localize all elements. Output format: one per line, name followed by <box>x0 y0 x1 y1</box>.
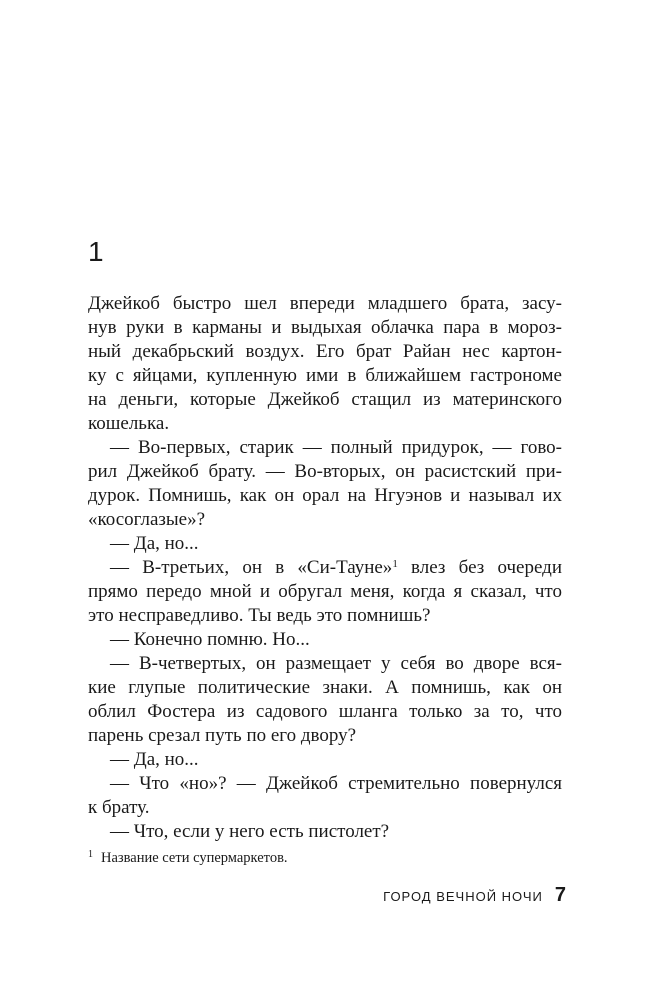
text-line: парень срезал путь по его двору? <box>88 725 357 746</box>
chapter-number: 1 <box>88 236 104 267</box>
dialogue-line: — Во-первых, старик — полный придурок, — гово- <box>110 437 562 458</box>
dialogue-line: — Что «но»? — Джейкоб стремительно повернулся <box>110 773 562 794</box>
running-footer <box>383 884 566 907</box>
footnote <box>88 849 288 867</box>
book-title: ГОРОД ВЕЧНОЙ НОЧИ <box>383 889 543 904</box>
text-line: кие глупые политические знаки. А помнишь, как он <box>88 677 562 698</box>
dialogue-line: — Да, но... <box>110 749 199 770</box>
body-text <box>88 292 562 844</box>
text-line: на деньги, которые Джейкоб стащил из материнского <box>88 389 562 410</box>
text-line: кошелька. <box>88 413 170 434</box>
footnote-text: Название сети супермаркетов. <box>101 850 288 866</box>
page-number: 7 <box>554 884 566 906</box>
text-line: Джейкоб быстро шел впереди младшего брата, засу- <box>88 293 562 314</box>
text-line: ный декабрьский воздух. Его брат Райан нес картон- <box>88 341 562 362</box>
dialogue-line <box>88 556 562 580</box>
text-line: это несправедливо. Ты ведь это помнишь? <box>88 605 431 626</box>
text-line: дурок. Помнишь, как он орал на Нгуэнов и называл их <box>88 485 562 506</box>
footnote-marker: 1 <box>88 849 93 860</box>
dialogue-line: — Да, но... <box>110 533 199 554</box>
text-line: «косоглазые»? <box>88 509 206 530</box>
text-line: нув руки в карманы и выдыхая облачка пара в мороз- <box>88 317 562 338</box>
text-line: прямо передо мной и обругал меня, когда я сказал, что <box>88 581 562 602</box>
dialogue-line: — Конечно помню. Но... <box>110 629 310 650</box>
text-line: ку с яйцами, купленную ими в ближайшем гастрономе <box>88 365 562 386</box>
dialogue-line-end: влез без очереди <box>397 557 562 578</box>
footnote-reference: 1 <box>392 558 398 570</box>
dialogue-line: — Что, если у него есть пистолет? <box>110 821 390 842</box>
text-line: рил Джейкоб брату. — Во-вторых, он расистский при- <box>88 461 562 482</box>
text-line: к брату. <box>88 797 150 818</box>
text-line: облил Фостера из садового шланга только за то, что <box>88 701 562 722</box>
dialogue-line: — В-четвертых, он размещает у себя во дворе вся- <box>110 653 562 674</box>
dialogue-line-start: — В-третьих, он в «Си-Тауне» <box>110 557 393 578</box>
